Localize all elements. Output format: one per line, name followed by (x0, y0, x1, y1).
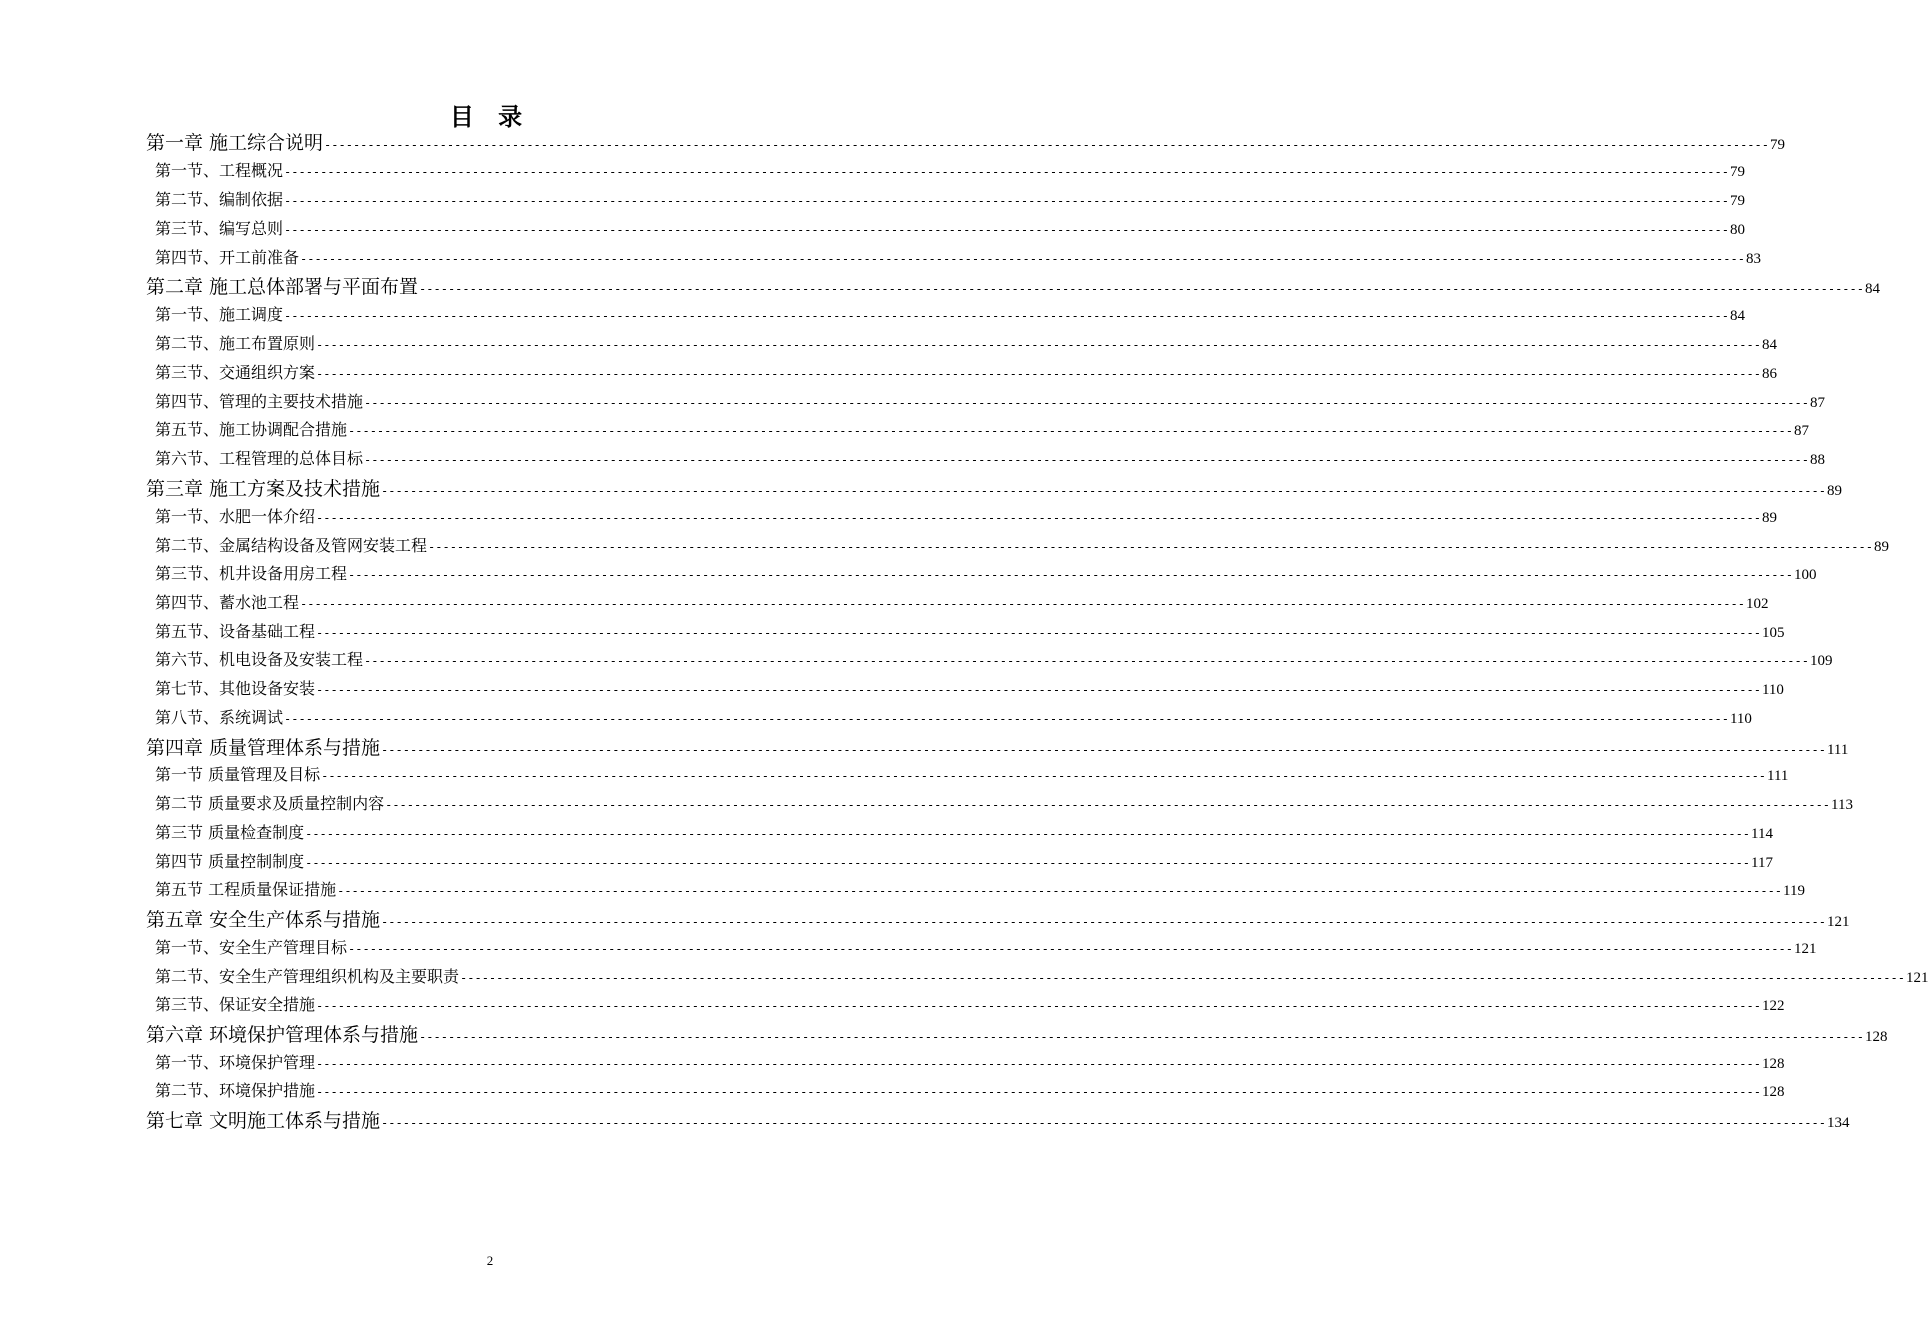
dot-leader: -------------------------------------------------------------------------------------------------------------------------------------------------------------------------------------------------------- (364, 453, 1809, 467)
toc-section-entry[interactable] (155, 964, 1928, 990)
dot-leader: -------------------------------------------------------------------------------------------------------------------------------------------------------------------------------------------------------- (316, 999, 1761, 1013)
toc-entry-label: 第一节、环境保护管理 (155, 1053, 316, 1072)
dot-leader: -------------------------------------------------------------------------------------------------------------------------------------------------------------------------------------------------------- (284, 194, 1729, 208)
toc-entry-page: 89 (1761, 510, 1777, 526)
dot-leader: -------------------------------------------------------------------------------------------------------------------------------------------------------------------------------------------------------- (316, 338, 1761, 352)
dot-leader: -------------------------------------------------------------------------------------------------------------------------------------------------------------------------------------------------------- (305, 827, 1751, 841)
toc-entry-label: 第二节、安全生产管理组织机构及主要职责 (155, 967, 460, 986)
dot-leader: -------------------------------------------------------------------------------------------------------------------------------------------------------------------------------------------------------- (419, 282, 1864, 296)
toc-section-entry[interactable] (155, 360, 1777, 386)
toc-section-entry[interactable] (155, 676, 1784, 702)
toc-entry-label: 第一章 施工综合说明 (146, 132, 324, 154)
toc-section-entry[interactable] (155, 705, 1752, 731)
toc-entry-label: 第五章 安全生产体系与措施 (146, 909, 381, 931)
toc-section-entry[interactable] (155, 647, 1833, 673)
toc-entry-page: 102 (1745, 596, 1769, 612)
dot-leader: -------------------------------------------------------------------------------------------------------------------------------------------------------------------------------------------------------- (348, 568, 1793, 582)
toc-entry-page: 89 (1826, 483, 1842, 499)
toc-entry-page: 121 (1905, 970, 1928, 986)
toc-section-entry[interactable] (155, 331, 1777, 357)
toc-entry-label: 第二节 质量要求及质量控制内容 (155, 794, 385, 813)
toc-chapter-entry[interactable] (146, 734, 1849, 762)
toc-entry-page: 121 (1826, 914, 1850, 930)
toc-entry-label: 第五节、施工协调配合措施 (155, 420, 348, 439)
toc-entry-label: 第一节、工程概况 (155, 161, 284, 180)
toc-entry-label: 第六章 环境保护管理体系与措施 (146, 1024, 419, 1046)
dot-leader: -------------------------------------------------------------------------------------------------------------------------------------------------------------------------------------------------------- (381, 1116, 1826, 1130)
toc-section-entry[interactable] (155, 1078, 1785, 1104)
toc-section-entry[interactable] (155, 245, 1761, 271)
toc-entry-page: 134 (1826, 1115, 1850, 1131)
toc-entry-label: 第二章 施工总体部署与平面布置 (146, 276, 419, 298)
toc-entry-page: 122 (1761, 998, 1785, 1014)
toc-section-entry[interactable] (155, 820, 1773, 846)
toc-entry-page: 119 (1783, 883, 1805, 899)
toc-section-entry[interactable] (155, 877, 1805, 903)
dot-leader: -------------------------------------------------------------------------------------------------------------------------------------------------------------------------------------------------------- (348, 424, 1793, 438)
toc-section-entry[interactable] (155, 446, 1825, 472)
toc-entry-page: 88 (1809, 452, 1825, 468)
toc-section-entry[interactable] (155, 561, 1817, 587)
toc-entry-label: 第三节、编写总则 (155, 219, 284, 238)
toc-entry-label: 第二节、金属结构设备及管网安装工程 (155, 536, 428, 555)
toc-entry-label: 第三节、保证安全措施 (155, 995, 316, 1014)
dot-leader: -------------------------------------------------------------------------------------------------------------------------------------------------------------------------------------------------------- (316, 1085, 1761, 1099)
toc-section-entry[interactable] (155, 1050, 1785, 1076)
toc-entry-page: 79 (1769, 137, 1785, 153)
toc-entry-page: 79 (1729, 193, 1745, 209)
toc-section-entry[interactable] (155, 216, 1745, 242)
dot-leader: -------------------------------------------------------------------------------------------------------------------------------------------------------------------------------------------------------- (337, 884, 1783, 898)
dot-leader: -------------------------------------------------------------------------------------------------------------------------------------------------------------------------------------------------------- (316, 511, 1761, 525)
toc-chapter-entry[interactable] (146, 1021, 1888, 1049)
toc-section-entry[interactable] (155, 187, 1745, 213)
dot-leader: -------------------------------------------------------------------------------------------------------------------------------------------------------------------------------------------------------- (428, 540, 1873, 554)
toc-section-entry[interactable] (155, 590, 1769, 616)
dot-leader: -------------------------------------------------------------------------------------------------------------------------------------------------------------------------------------------------------- (364, 654, 1809, 668)
toc-entry-label: 第三章 施工方案及技术措施 (146, 478, 381, 500)
toc-entry-label: 第二节、环境保护措施 (155, 1081, 316, 1100)
toc-entry-label: 第四节 质量控制制度 (155, 852, 305, 871)
toc-section-entry[interactable] (155, 619, 1785, 645)
toc-chapter-entry[interactable] (146, 129, 1785, 157)
dot-leader: -------------------------------------------------------------------------------------------------------------------------------------------------------------------------------------------------------- (284, 223, 1729, 237)
toc-entry-page: 100 (1793, 567, 1817, 583)
dot-leader: -------------------------------------------------------------------------------------------------------------------------------------------------------------------------------------------------------- (284, 712, 1729, 726)
toc-entry-page: 128 (1864, 1029, 1888, 1045)
toc-section-entry[interactable] (155, 992, 1785, 1018)
toc-entry-label: 第二节、编制依据 (155, 190, 284, 209)
toc-entry-label: 第五节、设备基础工程 (155, 622, 316, 641)
toc-entry-label: 第七章 文明施工体系与措施 (146, 1110, 381, 1132)
toc-section-entry[interactable] (155, 389, 1825, 415)
toc-entry-label: 第一节、安全生产管理目标 (155, 938, 348, 957)
toc-entry-page: 128 (1761, 1084, 1785, 1100)
dot-leader: -------------------------------------------------------------------------------------------------------------------------------------------------------------------------------------------------------- (284, 165, 1729, 179)
dot-leader: -------------------------------------------------------------------------------------------------------------------------------------------------------------------------------------------------------- (300, 597, 1745, 611)
dot-leader: -------------------------------------------------------------------------------------------------------------------------------------------------------------------------------------------------------- (381, 743, 1826, 757)
toc-section-entry[interactable] (155, 762, 1789, 788)
dot-leader: -------------------------------------------------------------------------------------------------------------------------------------------------------------------------------------------------------- (381, 484, 1826, 498)
dot-leader: -------------------------------------------------------------------------------------------------------------------------------------------------------------------------------------------------------- (316, 1057, 1761, 1071)
toc-section-entry[interactable] (155, 158, 1745, 184)
toc-entry-page: 110 (1761, 682, 1784, 698)
toc-entry-page: 83 (1745, 251, 1761, 267)
toc-entry-label: 第四节、管理的主要技术措施 (155, 392, 364, 411)
dot-leader: -------------------------------------------------------------------------------------------------------------------------------------------------------------------------------------------------------- (321, 769, 1767, 783)
toc-entry-page: 121 (1793, 941, 1817, 957)
toc-entry-label: 第五节 工程质量保证措施 (155, 880, 337, 899)
toc-entry-label: 第六节、机电设备及安装工程 (155, 650, 364, 669)
toc-entry-page: 84 (1761, 337, 1777, 353)
toc-entry-label: 第三节、交通组织方案 (155, 363, 316, 382)
dot-leader: -------------------------------------------------------------------------------------------------------------------------------------------------------------------------------------------------------- (381, 915, 1826, 929)
toc-entry-page: 111 (1767, 768, 1789, 784)
toc-chapter-entry[interactable] (146, 1107, 1850, 1135)
toc-entry-page: 86 (1761, 366, 1777, 382)
toc-entry-label: 第一节 质量管理及目标 (155, 765, 321, 784)
page-title: 目 录 (449, 102, 531, 131)
toc-section-entry[interactable] (155, 935, 1817, 961)
toc-entry-page: 89 (1873, 539, 1889, 555)
toc-section-entry[interactable] (155, 849, 1773, 875)
toc-entry-page: 80 (1729, 222, 1745, 238)
dot-leader: -------------------------------------------------------------------------------------------------------------------------------------------------------------------------------------------------------- (460, 971, 1905, 985)
toc-section-entry[interactable] (155, 417, 1809, 443)
toc-section-entry[interactable] (155, 791, 1853, 817)
toc-entry-page: 114 (1751, 826, 1773, 842)
dot-leader: -------------------------------------------------------------------------------------------------------------------------------------------------------------------------------------------------------- (324, 138, 1769, 152)
dot-leader: -------------------------------------------------------------------------------------------------------------------------------------------------------------------------------------------------------- (305, 856, 1751, 870)
dot-leader: -------------------------------------------------------------------------------------------------------------------------------------------------------------------------------------------------------- (300, 252, 1745, 266)
toc-entry-page: 87 (1793, 423, 1809, 439)
toc-entry-page: 87 (1809, 395, 1825, 411)
toc-chapter-entry[interactable] (146, 273, 1880, 301)
toc-entry-page: 128 (1761, 1056, 1785, 1072)
toc-chapter-entry[interactable] (146, 475, 1842, 503)
toc-entry-page: 117 (1751, 855, 1773, 871)
toc-entry-page: 84 (1864, 281, 1880, 297)
toc-entry-page: 84 (1729, 308, 1745, 324)
toc-entry-page: 105 (1761, 625, 1785, 641)
toc-entry-page: 111 (1826, 742, 1849, 758)
dot-leader: -------------------------------------------------------------------------------------------------------------------------------------------------------------------------------------------------------- (316, 626, 1761, 640)
toc-chapter-entry[interactable] (146, 906, 1850, 934)
toc-entry-label: 第一节、水肥一体介绍 (155, 507, 316, 526)
toc-entry-page: 79 (1729, 164, 1745, 180)
toc-section-entry[interactable] (155, 533, 1889, 559)
toc-entry-label: 第八节、系统调试 (155, 708, 284, 727)
toc-entry-label: 第二节、施工布置原则 (155, 334, 316, 353)
toc-section-entry[interactable] (155, 504, 1777, 530)
dot-leader: -------------------------------------------------------------------------------------------------------------------------------------------------------------------------------------------------------- (316, 683, 1761, 697)
dot-leader: -------------------------------------------------------------------------------------------------------------------------------------------------------------------------------------------------------- (419, 1030, 1864, 1044)
dot-leader: -------------------------------------------------------------------------------------------------------------------------------------------------------------------------------------------------------- (316, 367, 1761, 381)
toc-entry-label: 第四节、开工前准备 (155, 248, 300, 267)
dot-leader: -------------------------------------------------------------------------------------------------------------------------------------------------------------------------------------------------------- (348, 942, 1793, 956)
toc-entry-label: 第三节 质量检查制度 (155, 823, 305, 842)
toc-entry-label: 第六节、工程管理的总体目标 (155, 449, 364, 468)
toc-entry-label: 第三节、机井设备用房工程 (155, 564, 348, 583)
toc-entry-label: 第一节、施工调度 (155, 305, 284, 324)
dot-leader: -------------------------------------------------------------------------------------------------------------------------------------------------------------------------------------------------------- (385, 798, 1831, 812)
toc-entry-page: 113 (1831, 797, 1853, 813)
dot-leader: -------------------------------------------------------------------------------------------------------------------------------------------------------------------------------------------------------- (284, 309, 1729, 323)
toc-entry-page: 110 (1729, 711, 1752, 727)
toc-section-entry[interactable] (155, 302, 1745, 328)
dot-leader: -------------------------------------------------------------------------------------------------------------------------------------------------------------------------------------------------------- (364, 396, 1809, 410)
toc-entry-label: 第四节、蓄水池工程 (155, 593, 300, 612)
toc-entry-label: 第四章 质量管理体系与措施 (146, 737, 381, 759)
toc-entry-label: 第七节、其他设备安装 (155, 679, 316, 698)
page-number: 2 (486, 1253, 494, 1268)
toc-entry-page: 109 (1809, 653, 1833, 669)
